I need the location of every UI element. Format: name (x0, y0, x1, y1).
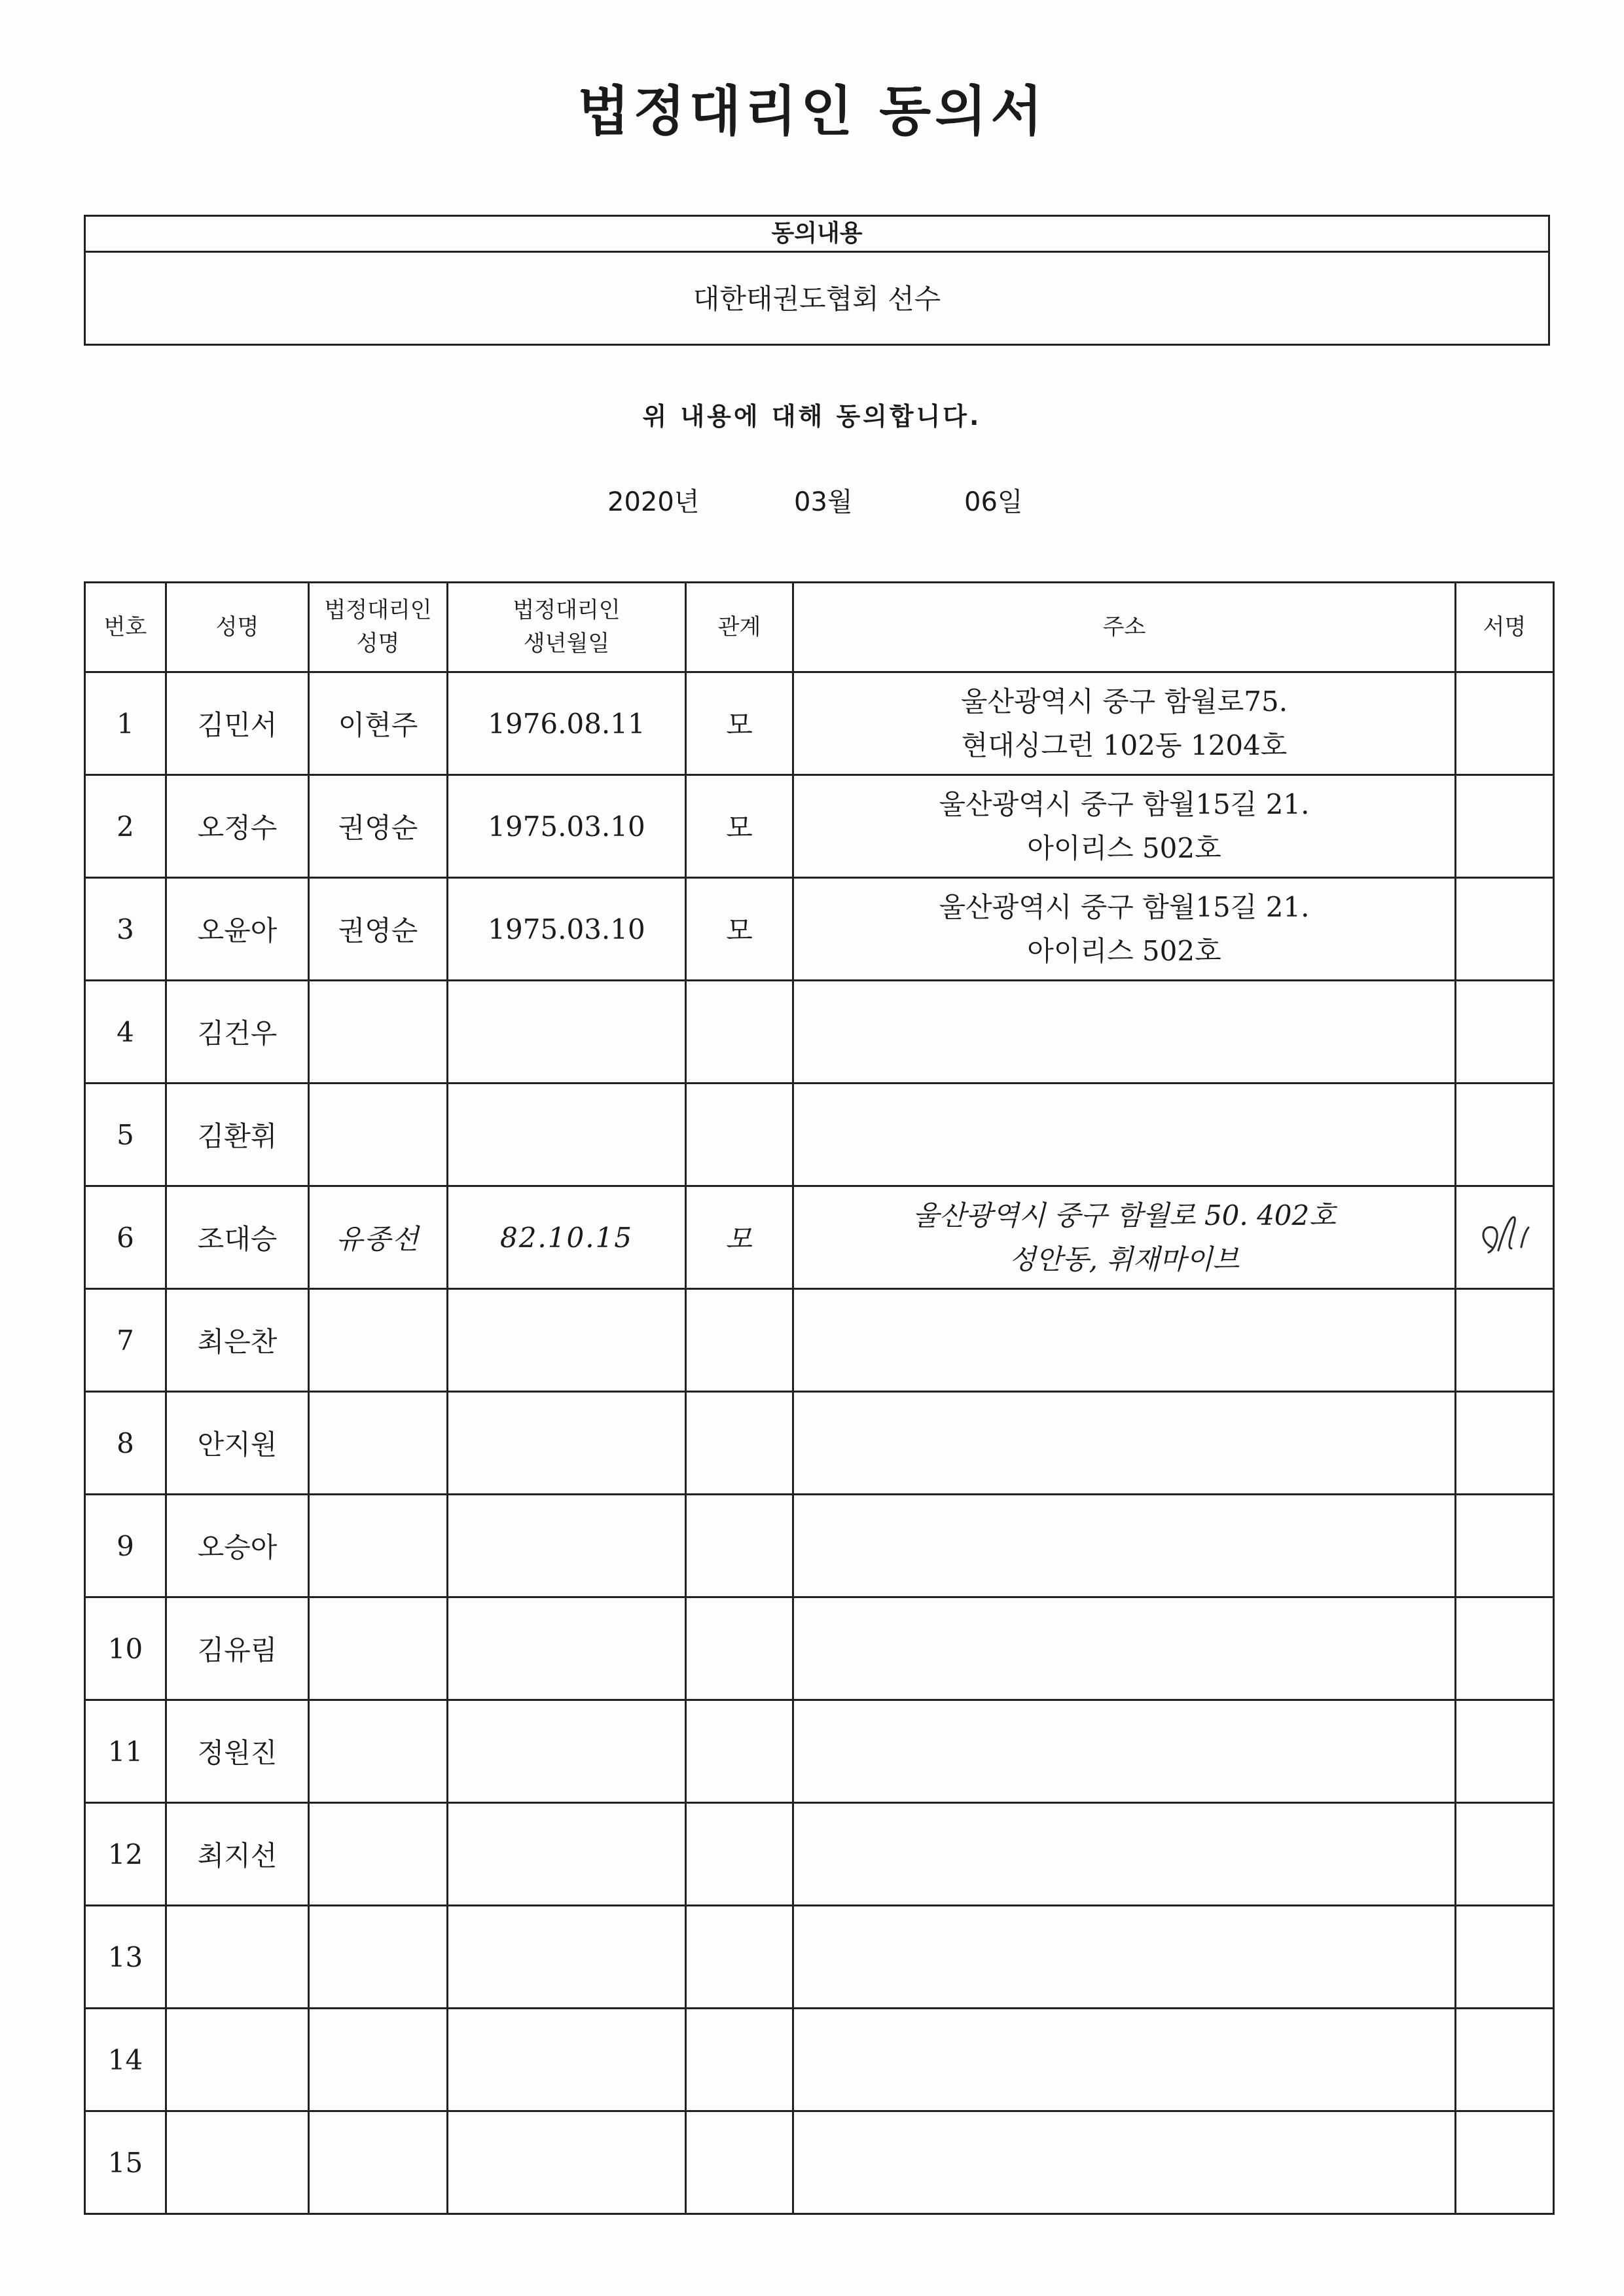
row-guardian-birth (448, 2009, 686, 2111)
row-no: 9 (85, 1495, 166, 1597)
date-year: 2020년 (607, 487, 700, 517)
row-guardian-name: 이현주 (309, 672, 448, 775)
row-signature (1456, 2111, 1554, 2214)
table-row (85, 1392, 1554, 1495)
table-row (85, 1084, 1554, 1186)
row-address (793, 1906, 1456, 2009)
row-guardian-name (309, 1700, 448, 1803)
row-guardian-name (309, 1906, 448, 2009)
table-row (85, 1906, 1554, 2009)
header-guardian-birth: 법정대리인 생년월일 (448, 583, 686, 672)
row-address (793, 2009, 1456, 2111)
row-no: 13 (85, 1906, 166, 2009)
row-no: 15 (85, 2111, 166, 2214)
row-signature (1456, 672, 1554, 775)
row-address: 울산광역시 중구 함월15길 21. 아이리스 502호 (793, 775, 1456, 878)
row-guardian-birth (448, 2111, 686, 2214)
row-guardian-birth (448, 1700, 686, 1803)
row-address (793, 1597, 1456, 1700)
header-name: 성명 (166, 583, 309, 672)
row-guardian-name (309, 2009, 448, 2111)
row-no: 3 (85, 878, 166, 981)
row-name: 오승아 (166, 1495, 309, 1597)
row-relation (686, 1597, 793, 1700)
row-address: 울산광역시 중구 함월로75. 현대싱그런 102동 1204호 (793, 672, 1456, 775)
row-relation (686, 1392, 793, 1495)
table-row (85, 1495, 1554, 1597)
table-row (85, 1186, 1554, 1289)
row-address (793, 1289, 1456, 1392)
row-guardian-name (309, 1289, 448, 1392)
table-row (85, 878, 1554, 981)
row-address: 울산광역시 중구 함월15길 21. 아이리스 502호 (793, 878, 1456, 981)
table-row (85, 981, 1554, 1084)
row-signature (1456, 1084, 1554, 1186)
row-relation (686, 2009, 793, 2111)
consent-body: 대한태권도협회 선수 (693, 283, 941, 315)
row-name (166, 2009, 309, 2111)
row-relation: 모 (686, 878, 793, 981)
row-name: 오정수 (166, 775, 309, 878)
row-address (793, 1700, 1456, 1803)
row-guardian-name (309, 1392, 448, 1495)
consent-box (84, 215, 1550, 346)
row-no: 1 (85, 672, 166, 775)
agree-statement: 위 내용에 대해 동의합니다. (642, 402, 982, 431)
header-address: 주소 (793, 583, 1456, 672)
row-signature (1456, 1597, 1554, 1700)
row-guardian-birth (448, 1289, 686, 1392)
row-relation (686, 1495, 793, 1597)
row-guardian-birth (448, 1084, 686, 1186)
row-guardian-name (309, 1597, 448, 1700)
table-header-row (85, 583, 1554, 672)
row-name: 김건우 (166, 981, 309, 1084)
row-no: 4 (85, 981, 166, 1084)
row-guardian-birth (448, 1495, 686, 1597)
row-no: 7 (85, 1289, 166, 1392)
row-guardian-name (309, 1084, 448, 1186)
header-no: 번호 (85, 583, 166, 672)
row-address (793, 981, 1456, 1084)
page-title: 법정대리인 동의서 (577, 81, 1047, 143)
date-day: 06일 (964, 487, 1023, 517)
row-relation (686, 1803, 793, 1906)
row-signature (1456, 1392, 1554, 1495)
row-name: 김유림 (166, 1597, 309, 1700)
row-relation: 모 (686, 1186, 793, 1289)
row-address (793, 1084, 1456, 1186)
header-relation: 관계 (686, 583, 793, 672)
row-guardian-birth: 1975.03.10 (448, 878, 686, 981)
table-row (85, 2009, 1554, 2111)
row-guardian-birth: 1975.03.10 (448, 775, 686, 878)
row-no: 14 (85, 2009, 166, 2111)
row-name: 김환휘 (166, 1084, 309, 1186)
row-guardian-name (309, 981, 448, 1084)
row-no: 8 (85, 1392, 166, 1495)
date-month: 03월 (794, 487, 853, 517)
row-guardian-birth: 82.10.15 (448, 1186, 686, 1289)
row-signature (1456, 1289, 1554, 1392)
row-name: 최지선 (166, 1803, 309, 1906)
table-row (85, 1803, 1554, 1906)
row-signature (1456, 775, 1554, 878)
row-address (793, 1392, 1456, 1495)
row-address: 울산광역시 중구 함월로 50. 402호 성안동, 휘재마이브 (793, 1186, 1456, 1289)
row-no: 5 (85, 1084, 166, 1186)
row-signature (1456, 1803, 1554, 1906)
guardian-table (84, 581, 1555, 2215)
table-row (85, 672, 1554, 775)
table-row (85, 2111, 1554, 2214)
row-name (166, 1906, 309, 2009)
row-no: 10 (85, 1597, 166, 1700)
row-guardian-birth (448, 1597, 686, 1700)
header-guardian-name: 법정대리인 성명 (309, 583, 448, 672)
row-signature (1456, 1495, 1554, 1597)
row-guardian-name: 권영순 (309, 775, 448, 878)
row-relation: 모 (686, 775, 793, 878)
row-name: 안지원 (166, 1392, 309, 1495)
row-guardian-birth: 1976.08.11 (448, 672, 686, 775)
row-name: 최은찬 (166, 1289, 309, 1392)
row-guardian-name (309, 2111, 448, 2214)
row-relation (686, 1084, 793, 1186)
row-relation (686, 1906, 793, 2009)
row-relation (686, 1700, 793, 1803)
table-row (85, 1289, 1554, 1392)
row-no: 2 (85, 775, 166, 878)
table-row (85, 775, 1554, 878)
row-guardian-birth (448, 1803, 686, 1906)
row-signature (1456, 1700, 1554, 1803)
row-relation (686, 981, 793, 1084)
row-relation: 모 (686, 672, 793, 775)
row-no: 6 (85, 1186, 166, 1289)
row-name (166, 2111, 309, 2214)
row-guardian-name: 유종선 (309, 1186, 448, 1289)
row-address (793, 2111, 1456, 2214)
signature-mark (1466, 1201, 1544, 1273)
row-guardian-birth (448, 1906, 686, 2009)
table-row (85, 1700, 1554, 1803)
row-relation (686, 1289, 793, 1392)
row-signature (1456, 1906, 1554, 2009)
row-guardian-birth (448, 981, 686, 1084)
row-signature (1456, 1186, 1554, 1289)
consent-header: 동의내용 (86, 217, 1548, 253)
row-name: 정원진 (166, 1700, 309, 1803)
header-signature: 서명 (1456, 583, 1554, 672)
table-row (85, 1597, 1554, 1700)
row-address (793, 1495, 1456, 1597)
row-name: 오윤아 (166, 878, 309, 981)
row-signature (1456, 981, 1554, 1084)
row-no: 11 (85, 1700, 166, 1803)
row-name: 조대승 (166, 1186, 309, 1289)
row-relation (686, 2111, 793, 2214)
row-signature (1456, 2009, 1554, 2111)
row-name: 김민서 (166, 672, 309, 775)
row-signature (1456, 878, 1554, 981)
row-no: 12 (85, 1803, 166, 1906)
row-guardian-name (309, 1803, 448, 1906)
row-guardian-name: 권영순 (309, 878, 448, 981)
row-address (793, 1803, 1456, 1906)
row-guardian-name (309, 1495, 448, 1597)
row-guardian-birth (448, 1392, 686, 1495)
